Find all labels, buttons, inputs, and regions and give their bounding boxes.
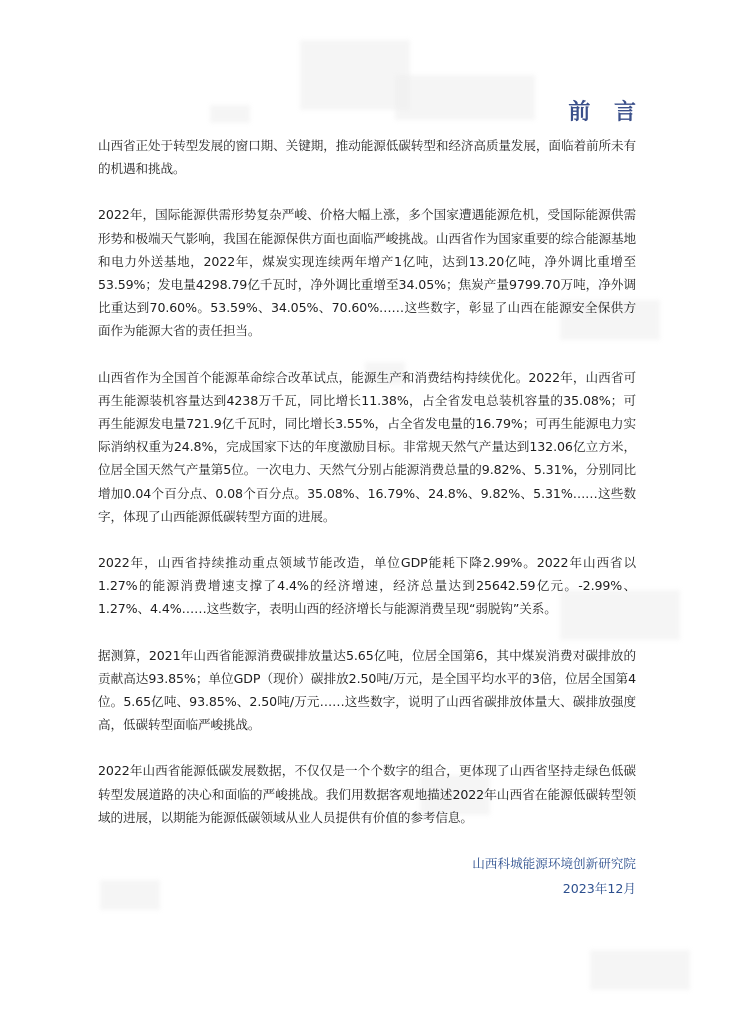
signature-date: 2023年12月	[562, 881, 636, 897]
paragraph-energy-structure: 山西省作为全国首个能源革命综合改革试点，能源生产和消费结构持续优化。2022年，山西省可再生能源装机容量达到4238万千瓦，同比增长11.38%，占全省发电总装机容量的35.08%；可再生能源发电量721.9亿千瓦时，同比增长3.55%，占全省发电量的16.79%；可再生能源电力实际消纳权重为24.8%，完成国家下达的年度激励目标。非常规天然气产量达到132.06亿立方米，位居全国天然气产量第5位。一次电力、天然气分别占能源消费总量的9.82%、5.31%，分别同比增加0.04个百分点、0.08个百分点。35.08%、16.79%、24.8%、9.82%、5.31%……这些数字，体现了山西能源低碳转型方面的进展。	[98, 369, 636, 524]
scan-texture	[590, 950, 690, 990]
paragraph-conclusion: 2022年山西省能源低碳发展数据，不仅仅是一个个数字的组合，更体现了山西省坚持走绿色低碳转型发展道路的决心和面临的严峻挑战。我们用数据客观地描述2022年山西省在能源低碳转型领域的进展，以期能为能源低碳领域从业人员提供有价值的参考信息。	[98, 763, 636, 825]
paragraph-energy-supply: 2022年，国际能源供需形势复杂严峻、价格大幅上涨，多个国家遭遇能源危机，受国际能源供需形势和极端天气影响，我国在能源保供方面也面临严峻挑战。山西省作为国家重要的综合能源基地和电力外送基地，2022年，煤炭实现连续两年增产1亿吨，达到13.20亿吨，净外调比重增至53.59%；发电量4298.79亿千瓦时，净外调比重增至34.05%；焦炭产量9799.70万吨，净外调比重达到70.60%。53.59%、34.05%、70.60%……这些数字，彰显了山西在能源安全保供方面作为能源大省的责任担当。	[98, 207, 636, 339]
paragraph-energy-efficiency: 2022年，山西省持续推动重点领域节能改造，单位GDP能耗下降2.99%。2022年山西省以1.27%的能源消费增速支撑了4.4%的经济增速，经济总量达到25642.59亿元。-2.99%、1.27%、4.4%……这些数字，表明山西的经济增长与能源消费呈现“弱脱钩”关系。	[98, 555, 636, 617]
paragraph-carbon-emissions: 据测算，2021年山西省能源消费碳排放量达5.65亿吨，位居全国第6，其中煤炭消费对碳排放的贡献高达93.85%；单位GDP（现价）碳排放2.50吨/万元，是全国平均水平的3倍，位居全国第4位。5.65亿吨、93.85%、2.50吨/万元……这些数字，说明了山西省碳排放体量大、碳排放强度高，低碳转型面临严峻挑战。	[98, 647, 636, 733]
page-title: 前 言	[568, 99, 644, 125]
signature-organization: 山西科城能源环境创新研究院	[472, 856, 636, 872]
preface-page	[98, 96, 644, 900]
paragraph-intro: 山西省正处于转型发展的窗口期、关键期，推动能源低碳转型和经济高质量发展，面临着前所未有的机遇和挑战。	[98, 138, 636, 177]
